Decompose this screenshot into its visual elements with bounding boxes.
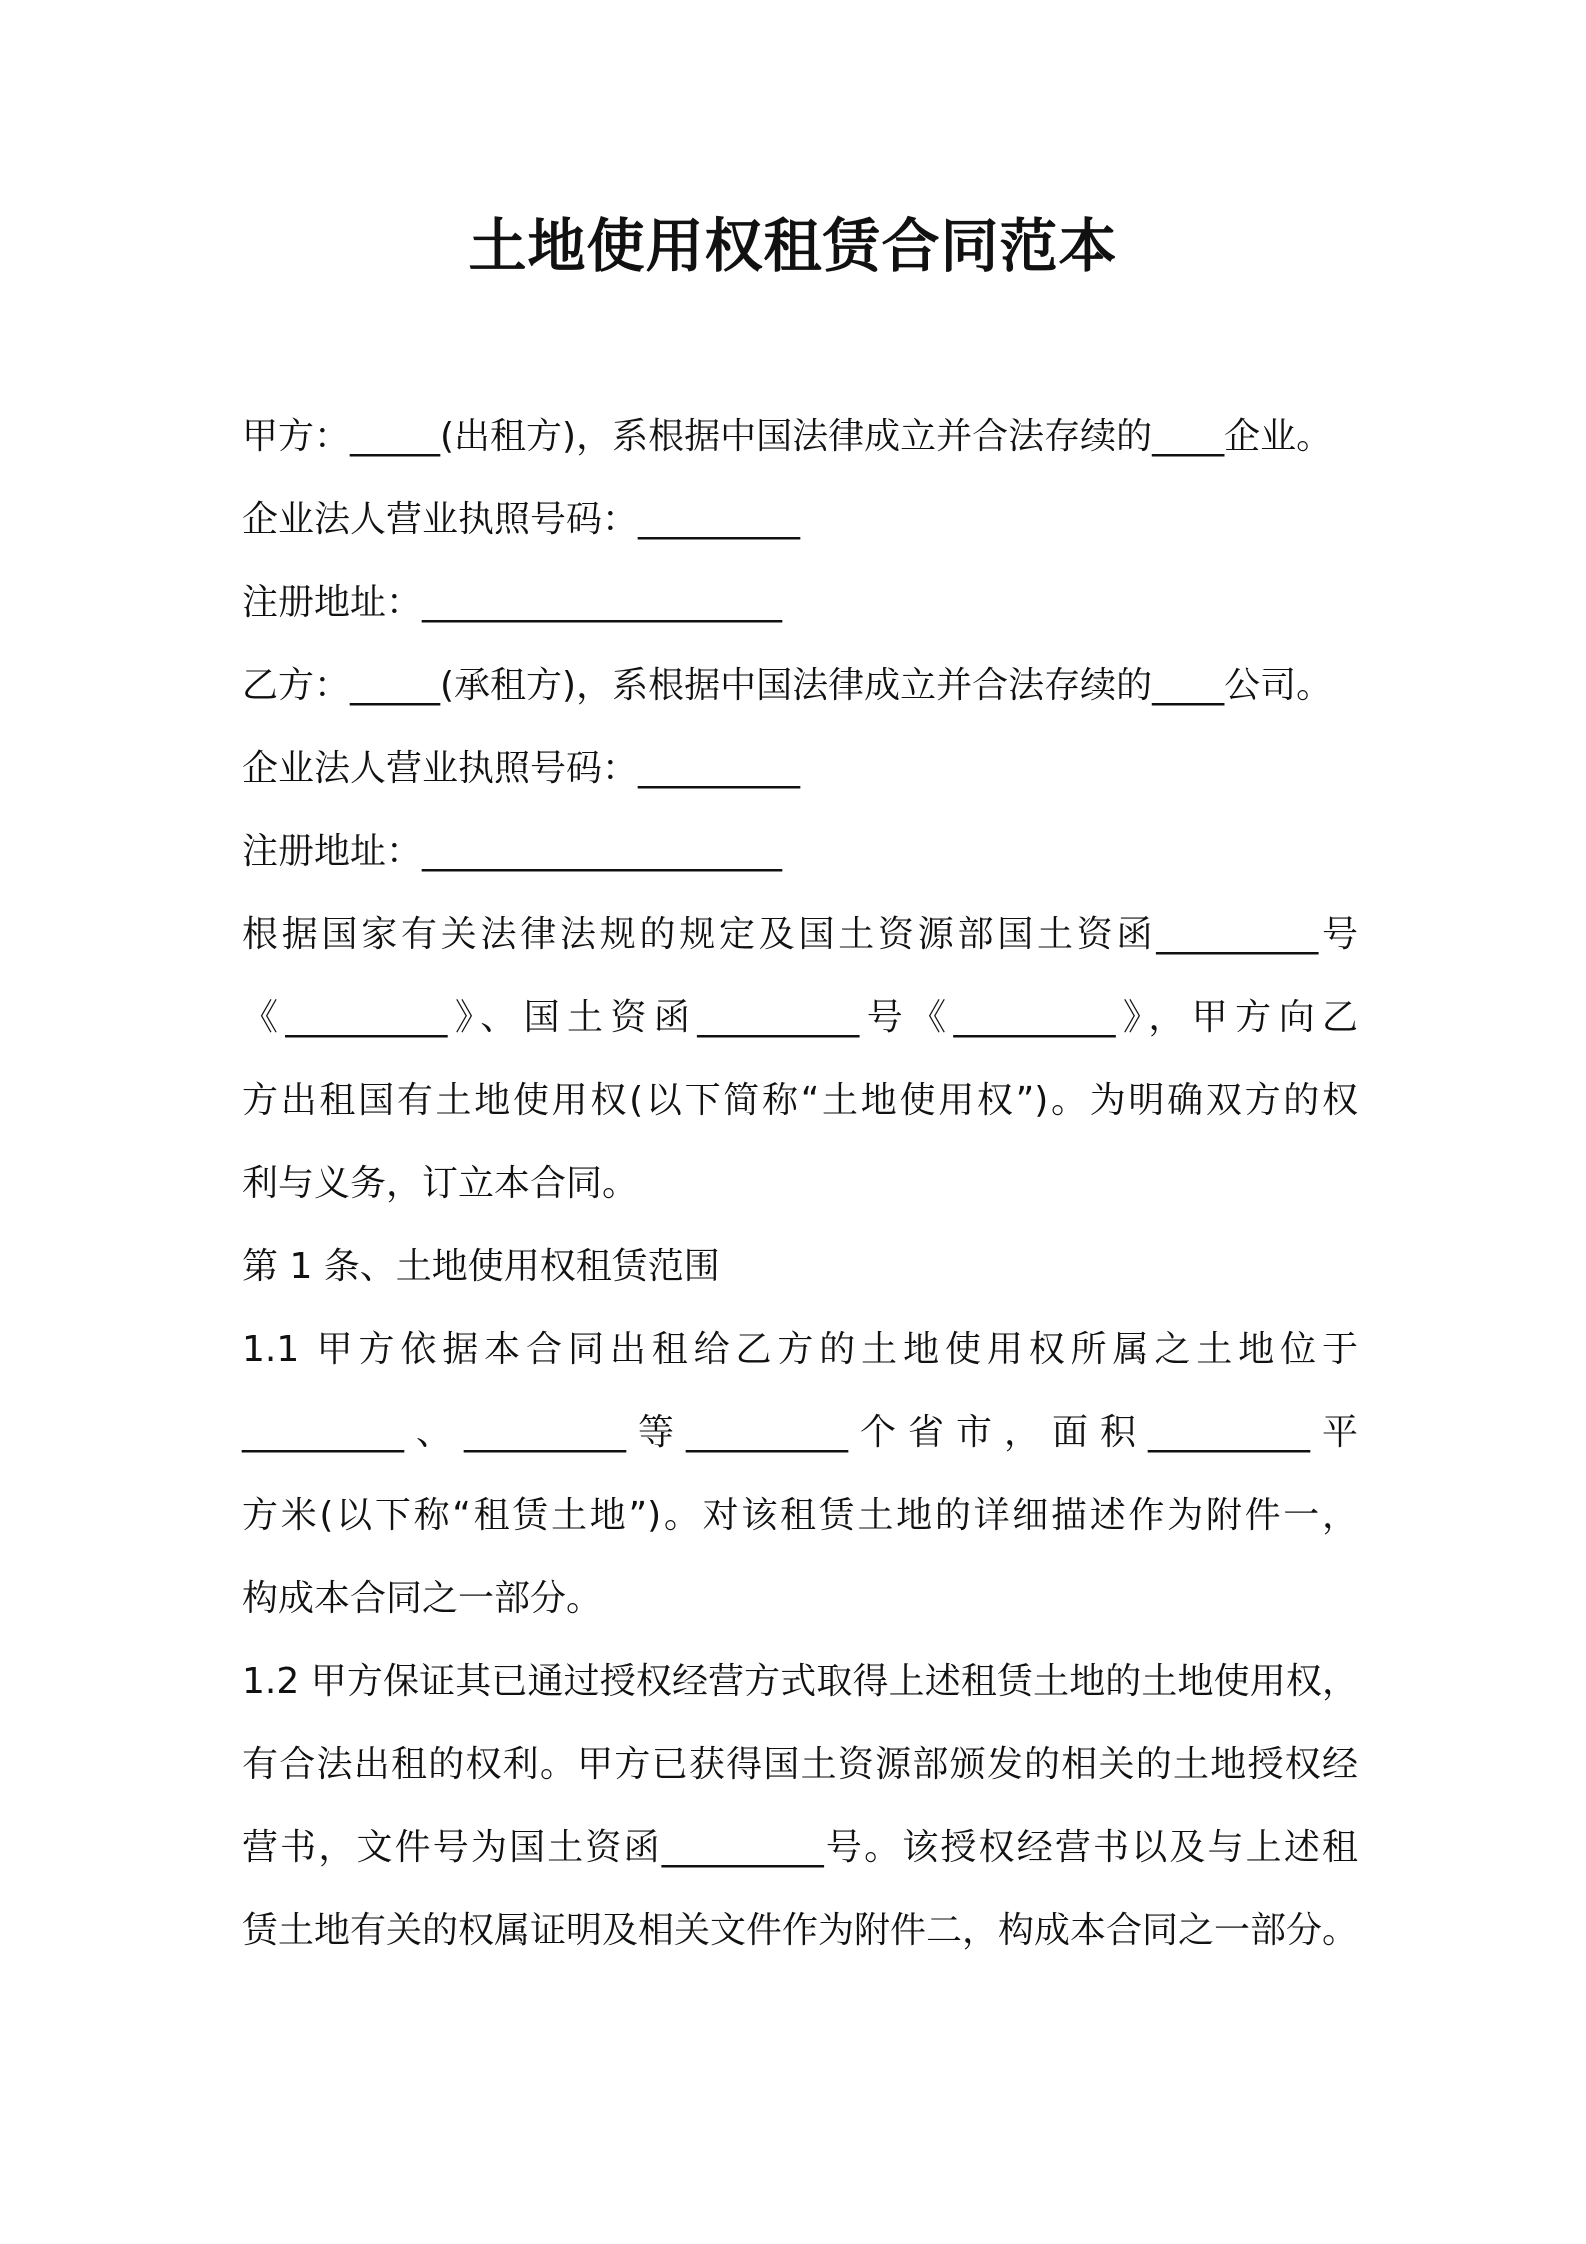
clause-1-1-line-1: 1.1 甲方依据本合同出租给乙方的土地使用权所属之土地位于 — [242, 1329, 1358, 1370]
party-b-line: 乙方：_____(承租方)，系根据中国法律成立并合法存续的____公司。 — [242, 665, 1333, 706]
article-1-heading: 第 1 条、土地使用权租赁范围 — [242, 1246, 720, 1287]
party-a-line: 甲方：_____(出租方)，系根据中国法律成立并合法存续的____企业。 — [242, 416, 1333, 457]
party-a-license-line: 企业法人营业执照号码：_________ — [242, 499, 801, 540]
clause-1-2-line-3: 营书，文件号为国土资函_________号。该授权经营书以及与上述租 — [242, 1827, 1358, 1868]
clause-1-2-line-2: 有合法出租的权利。甲方已获得国土资源部颁发的相关的土地授权经 — [242, 1744, 1358, 1785]
preamble-line-1: 根据国家有关法律法规的规定及国土资源部国土资函_________号 — [242, 914, 1358, 955]
preamble-line-3: 方出租国有土地使用权(以下简称“土地使用权”)。为明确双方的权 — [242, 1080, 1358, 1121]
clause-1-2-line-1: 1.2 甲方保证其已通过授权经营方式取得上述租赁土地的土地使用权， — [242, 1661, 1358, 1702]
clause-1-1-line-2: _________、_________等_________个省市，面积_________平 — [242, 1412, 1358, 1453]
party-b-address-line: 注册地址：____________________ — [242, 831, 783, 872]
party-a-address-line: 注册地址：____________________ — [242, 582, 783, 623]
document-title: 土地使用权租赁合同范本 — [468, 212, 1118, 280]
clause-1-2-line-4: 赁土地有关的权属证明及相关文件作为附件二，构成本合同之一部分。 — [242, 1910, 1359, 1951]
preamble-line-4: 利与义务，订立本合同。 — [242, 1163, 639, 1204]
party-b-license-line: 企业法人营业执照号码：_________ — [242, 748, 801, 789]
clause-1-1-line-4: 构成本合同之一部分。 — [242, 1578, 603, 1619]
preamble-line-2: 《_________》、国土资函_________号《_________》，甲方向乙 — [242, 997, 1358, 1038]
clause-1-1-line-3: 方米(以下称“租赁土地”)。对该租赁土地的详细描述作为附件一， — [242, 1495, 1358, 1536]
document-body — [242, 395, 1362, 1972]
